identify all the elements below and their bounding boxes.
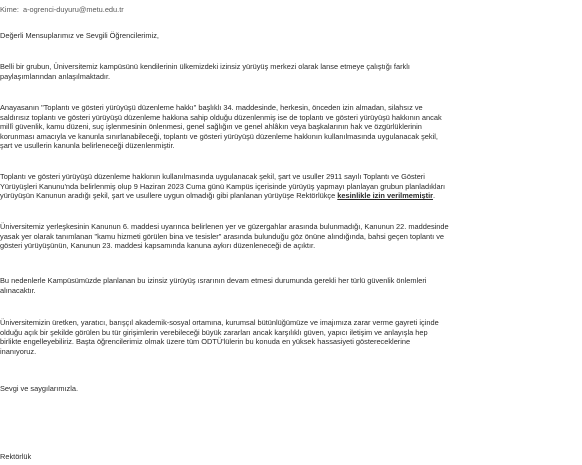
closing-salutation: Sevgi ve saygılarımızla.: [0, 384, 79, 393]
recipient-address[interactable]: a-ogrenci-duyuru@metu.edu.tr: [22, 5, 124, 14]
emphasis-no-permission: kesinlikle izin verilmemiştir: [337, 191, 434, 201]
paragraph-closing-appeal: Üniversitemizin üretken, yaratıcı, barışçıl akademik-sosyal ortamına, kurumsal bütünlüğümüze ve imajımıza zarar verme gayreti içinde olduğu açık bir şekilde görülen bu tür girişimlerin verebileceği büyük zararları ancak karşılıklı güven, yapıcı iletişim ve anlayışla hep birlikte engelleyebiliriz. Başta öğrencilerimiz olmak üzere tüm ODTÜ'lülerin bu konuda en yüksek hassasiyeti göstereceklerine inanıyoruz.: [0, 318, 439, 356]
to-label: Kime:: [0, 5, 19, 14]
paragraph-campus-location: Üniversitemiz yerleşkesinin Kanunun 6. maddesi uyarınca belirlenen yer ve güzergahlar arasında bulunmadığı, Kanunun 22. maddesinde yasak yer olarak tanımlanan "kamu hizmeti görülen bina ve tesisler" arasında bulunduğu göz önüne alındığında, bahsi geçen toplantı ve gösteri yürüyüşünün, Kanunun 23. maddesi kapsamında kanuna aykırı düzenleneceği de açıktır.: [0, 222, 449, 251]
greeting: Değerli Mensuplarımız ve Sevgili Öğrencilerimiz,: [0, 31, 159, 40]
paragraph-law-2911: Toplantı ve gösteri yürüyüşü düzenleme hakkının kullanılmasında uygulanacak şekil, şart ve usuller 2911 sayılı Toplantı ve Gösteri Yürüyüşleri Kanunu'nda belirlenmiş olup 9 Haziran 2023 Cuma günü Kampüs içerisinde yürüyüş yapmayı planlayan grubun planladıkları yürüyüşün Kanunun aradığı şekil, şart ve usullere uygun olmadığı gibi planlanan yürüyüşe Rektörlükçe kesinlikle izin verilmemiştir.: [0, 172, 446, 201]
paragraph-constitution: Anayasanın "Toplantı ve gösteri yürüyüşü düzenleme hakkı" başlıklı 34. maddesinde, herkesin, önceden izin almadan, silahsız ve saldırısız toplantı ve gösteri yürüyüşü düzenleme hakkına sahip olduğu düzenlenmiş ise de toplantı ve gösteri yürüyüşü hakkının ancak millî güvenlik, kamu düzeni, suç işlenmesinin önlenmesi, genel sağlığın ve genel ahlâkın veya başkalarının hak ve özgürlüklerinin korunması amacıyla ve kanunla sınırlanabileceği, toplantı ve gösteri yürüyüşü düzenleme hakkının kullanılmasında uygulanacak şekil, şart ve usullerin kanunla belirleneceği düzenlenmiştir.: [0, 103, 442, 151]
paragraph-intro: Belli bir grubun, Üniversitemiz kampüsünü kendilerinin ülkemizdeki izinsiz yürüyüş merkezi olarak lanse etmeye çalıştığı farklı paylaşımlarından anlaşılmaktadır.: [0, 62, 410, 81]
signature: Rektörlük: [0, 452, 32, 461]
paragraph-security: Bu nedenlerle Kampüsümüzde planlanan bu izinsiz yürüyüş ısrarının devam etmesi durumunda gerekli her türlü güvenlik önlemleri alınacaktır.: [0, 276, 427, 295]
recipient-line: [0, 4, 582, 15]
